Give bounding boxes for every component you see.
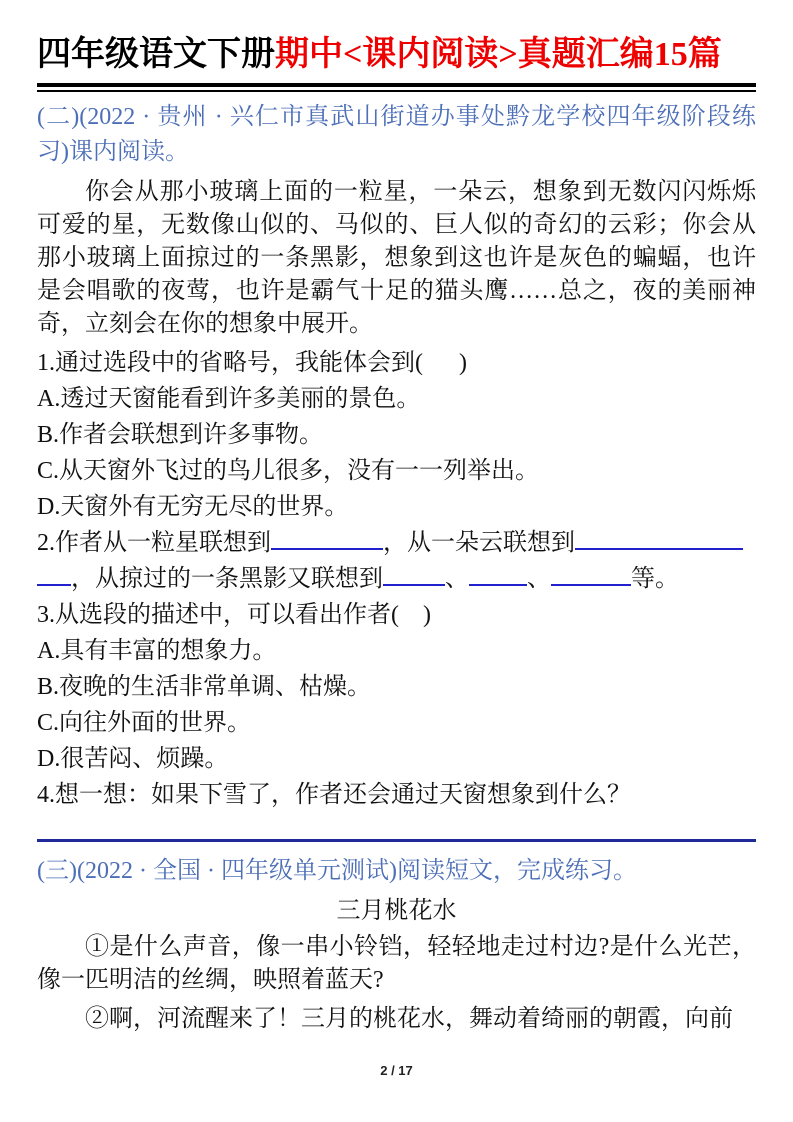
question-1-option-a: A.透过天窗能看到许多美丽的景色。 (37, 386, 421, 413)
question-2-seg2: ，从一朵云联想到 (383, 530, 575, 557)
section3-paragraph-2: ②啊，河流醒来了！三月的桃花水，舞动着绮丽的朝霞，向前 (85, 1006, 733, 1033)
question-2-end: 等。 (631, 566, 679, 593)
question-2-caesura-2: 、 (527, 566, 551, 593)
page-title-black-part: 四年级语文下册 (37, 36, 275, 73)
question-3-option-c: C.向往外面的世界。 (37, 710, 252, 737)
question-3-option-d: D.很苦闷、烦躁。 (37, 746, 229, 773)
question-2-blank-4 (469, 562, 527, 586)
question-2-line-1 (37, 525, 756, 561)
question-2-line-2 (37, 561, 756, 597)
question-4: 4.想一想：如果下雪了，作者还会通过天窗想象到什么？ (37, 782, 631, 809)
section3-heading: (三)(2022 · 全国 · 四年级单元测试)阅读短文，完成练习。 (37, 858, 637, 885)
question-1-option-d: D.天窗外有无穷无尽的世界。 (37, 494, 349, 521)
section2-questions (37, 345, 756, 813)
section2-heading: (二)(2022 · 贵州 · 兴仁市真武山街道办事处黔龙学校四年级阶段练习)课内阅读。 (37, 104, 756, 166)
question-2-blank-2 (575, 526, 743, 550)
section-separator-rule (37, 839, 756, 842)
question-2-blank-1 (271, 526, 383, 550)
question-2-seg3: ，从掠过的一条黑影又联想到 (71, 566, 383, 593)
section3-paragraph-1: ①是什么声音，像一串小铃铛，轻轻地走过村边?是什么光芒，像一匹明洁的丝绸，映照着蓝天? (37, 934, 756, 994)
question-3-option-b: B.夜晚的生活非常单调、枯燥。 (37, 674, 372, 701)
question-3-option-a: A.具有丰富的想象力。 (37, 638, 277, 665)
section3-passage-title: 三月桃花水 (336, 898, 457, 925)
question-2-caesura-1: 、 (445, 566, 469, 593)
question-2-blank-2-continued (37, 562, 71, 586)
question-2-blank-3 (383, 562, 445, 586)
question-3: 3.从选段的描述中，可以看出作者( ) (37, 602, 431, 629)
section2-passage: 你会从那小玻璃上面的一粒星，一朵云，想象到无数闪闪烁烁可爱的星，无数像山似的、马似的、巨人似的奇幻的云彩；你会从那小玻璃上面掠过的一条黑影，想象到这也许是灰色的蝙蝠，也许是会唱歌的夜莺，也许是霸气十足的猫头鹰……总之，夜的美丽神奇，立刻会在你的想象中展开。 (37, 179, 756, 338)
title-double-rule (37, 83, 756, 92)
question-2-blank-5 (551, 562, 631, 586)
question-2-seg1: 2.作者从一粒星联想到 (37, 530, 271, 557)
page-title-red-part: 期中<课内阅读>真题汇编15篇 (275, 36, 722, 73)
page-title (37, 30, 756, 79)
page-number-indicator: 2 / 17 (380, 1063, 413, 1078)
question-1: 1.通过选段中的省略号，我能体会到( ) (37, 350, 467, 377)
question-1-option-b: B.作者会联想到许多事物。 (37, 422, 324, 449)
question-1-option-c: C.从天窗外飞过的鸟儿很多，没有一一列举出。 (37, 458, 540, 485)
